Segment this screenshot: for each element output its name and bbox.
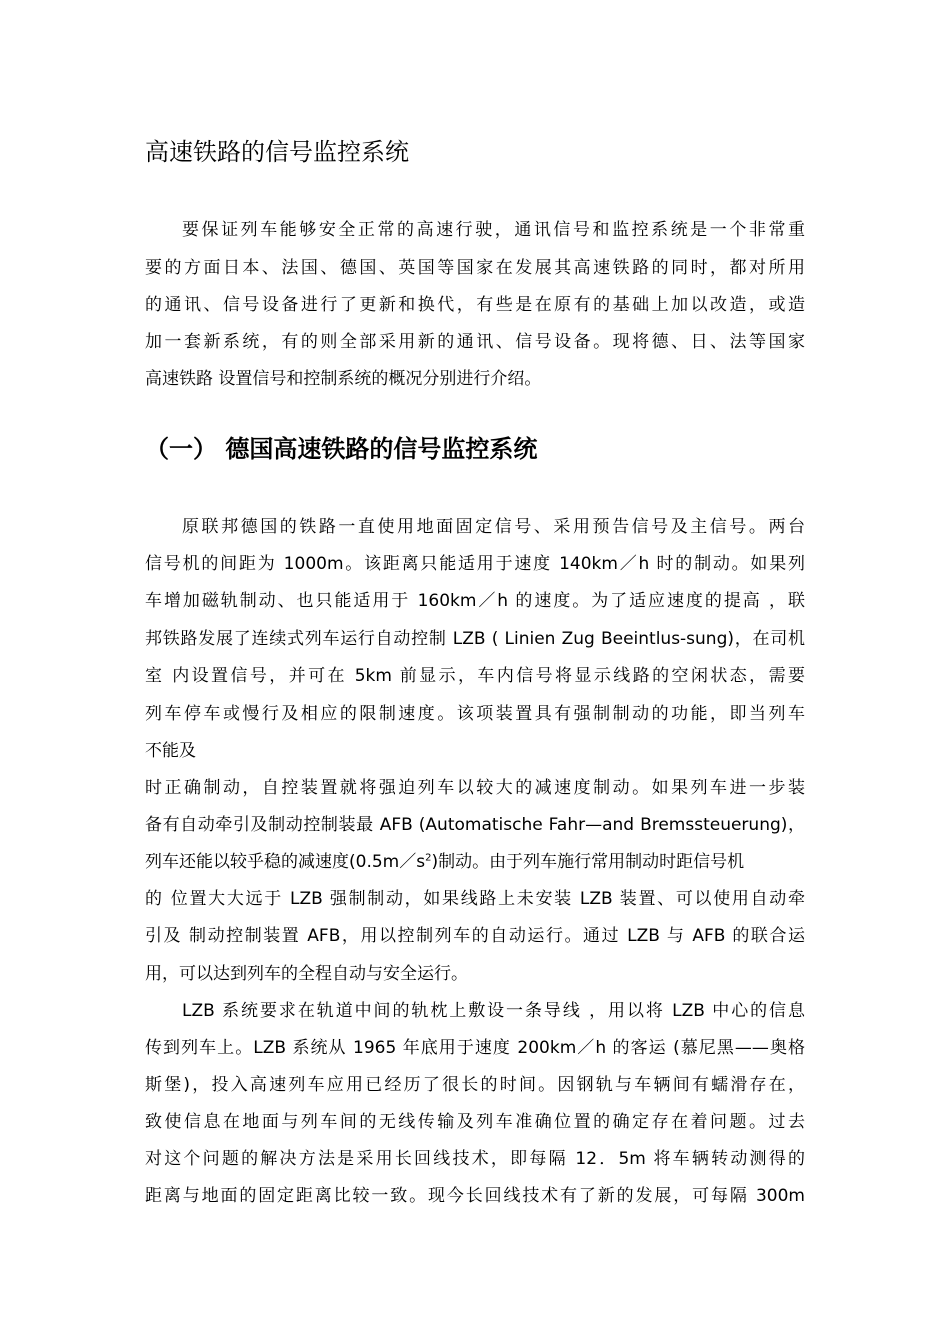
paragraph-line: LZB 系统要求在轨道中间的轨枕上敷设一条导线 ，用以将 LZB 中心的信息 (182, 1001, 805, 1021)
section-heading: （一） 德国高速铁路的信号监控系统 (145, 435, 538, 463)
paragraph-line: 引及 制动控制装置 AFB，用以控制列车的自动运行。通过 LZB 与 AFB 的联合运 (145, 926, 805, 946)
paragraph-line: 对这个问题的解决方法是采用长回线技术，即每隔 12．5m 将车辆转动测得的 (145, 1149, 805, 1169)
paragraph-line-with-superscript (145, 850, 805, 874)
paragraph-line: 邦铁路发展了连续式列车运行自动控制 LZB ( Linien Zug Beeintlus-sung)，在司机 (145, 629, 805, 649)
intro-line: 的通讯、信号设备进行了更新和换代，有些是在原有的基础上加以改造，或造 (145, 295, 805, 315)
document-title: 高速铁路的信号监控系统 (145, 138, 409, 166)
paragraph-line: 车增加磁轨制动、也只能适用于 160km／h 的速度。为了适应速度的提高 ，联 (145, 591, 805, 611)
intro-line: 要保证列车能够安全正常的高速行驶，通讯信号和监控系统是一个非常重 (182, 220, 805, 240)
paragraph-text: 列车还能以较乎稳的减速度(0.5m／s (145, 852, 426, 872)
superscript: 2 (425, 852, 432, 864)
paragraph-line: 传到列车上。LZB 系统从 1965 年底用于速度 200km／h 的客运 (慕尼黑——奥格 (145, 1038, 805, 1058)
paragraph-line: 距离与地面的固定距离比较一致。现今长回线技术有了新的发展，可每隔 300m (145, 1186, 805, 1206)
paragraph-line: 列车停车或慢行及相应的限制速度。该项装置具有强制制动的功能，即当列车 (145, 704, 805, 724)
paragraph-line: 的 位置大大远于 LZB 强制制动，如果线路上未安装 LZB 装置、可以使用自动牵 (145, 889, 805, 909)
paragraph-line: 时正确制动，自控装置就将强迫列车以较大的减速度制动。如果列车进一步装 (145, 778, 805, 798)
paragraph-line: 用，可以达到列车的全程自动与安全运行。 (145, 964, 468, 984)
paragraph-line: 斯堡)，投入高速列车应用已经历了很长的时间。因钢轨与车辆间有蠕滑存在， (145, 1075, 805, 1095)
paragraph-line: 不能及 (145, 741, 196, 761)
intro-line: 要的方面日本、法国、德国、英国等国家在发展其高速铁路的同时，都对所用 (145, 258, 805, 278)
paragraph-line: 原联邦德国的铁路一直使用地面固定信号、采用预告信号及主信号。两台 (182, 517, 805, 537)
intro-line: 高速铁路 设置信号和控制系统的概况分别进行介绍。 (145, 369, 542, 389)
paragraph-line: 室 内设置信号，并可在 5km 前显示，车内信号将显示线路的空闲状态，需要 (145, 666, 805, 686)
intro-line: 加一套新系统，有的则全部采用新的通讯、信号设备。现将德、日、法等国家 (145, 332, 805, 352)
paragraph-line: 信号机的间距为 1000m。该距离只能适用于速度 140km／h 时的制动。如果列 (145, 554, 805, 574)
paragraph-line: 致使信息在地面与列车间的无线传输及列车准确位置的确定存在着问题。过去 (145, 1112, 805, 1132)
paragraph-line: 备有自动牵引及制动控制装最 AFB (Automatische Fahr—and Bremssteuerung)， (145, 815, 805, 835)
paragraph-text: )制动。由于列车施行常用制动时距信号机 (431, 852, 745, 872)
